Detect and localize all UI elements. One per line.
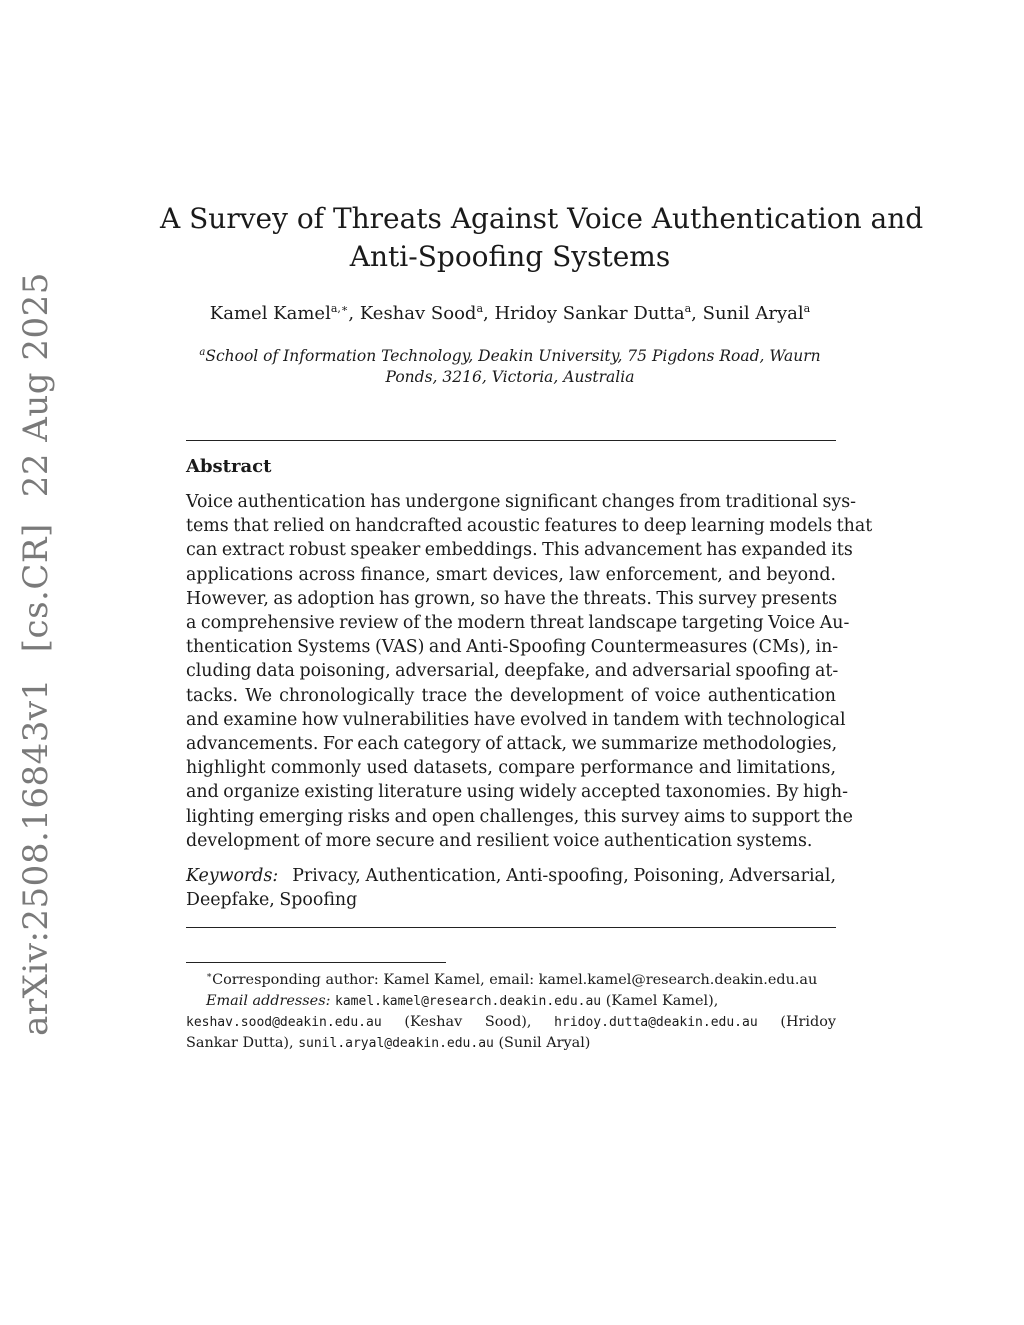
- arxiv-date: 22 Aug 2025: [16, 272, 56, 498]
- abstract-line: and organize existing literature using widely accepted taxonomies. By high-: [186, 782, 848, 803]
- email-link[interactable]: hridoy.dutta@deakin.edu.au: [554, 1014, 758, 1030]
- arxiv-identifier-stamp: [4, 272, 68, 1036]
- abstract-line: and examine how vulnerabilities have evolved in tandem with technological: [186, 709, 846, 730]
- abstract-body: [186, 490, 873, 853]
- abstract-line: advancements. For each category of attack, we summarize methodologies,: [186, 734, 838, 755]
- affiliation-line: School of Information Technology, Deakin University, 75 Pigdons Road, Waurn: [205, 347, 821, 366]
- email-link[interactable]: keshav.sood@deakin.edu.au: [186, 1014, 382, 1030]
- abstract-line: highlight commonly used datasets, compare performance and limitations,: [186, 758, 836, 779]
- abstract-line: lighting emerging risks and open challenges, this survey aims to support the: [186, 806, 853, 827]
- keywords-label: Keywords:: [186, 866, 279, 886]
- email-addresses-label: Email addresses:: [206, 992, 331, 1009]
- abstract-line: tems that relied on handcrafted acoustic features to deep learning models that: [186, 516, 873, 537]
- keywords-list: Privacy, Authentication, Anti-spoofing, Poisoning, Adversarial,: [292, 866, 836, 886]
- email-owner: (Sunil Aryal): [498, 1034, 591, 1051]
- email-owner: (Hridoy: [780, 1013, 837, 1030]
- abstract-heading: Abstract: [186, 456, 272, 477]
- arxiv-category: [cs.CR]: [16, 523, 56, 653]
- abstract-line: Voice authentication has undergone significant changes from traditional sys-: [186, 492, 857, 512]
- email-owner: Sankar Dutta),: [186, 1034, 294, 1051]
- email-link[interactable]: kamel.kamel@research.deakin.edu.au: [335, 993, 602, 1009]
- affiliation-line: Ponds, 3216, Victoria, Australia: [385, 368, 635, 387]
- paper-title: [160, 200, 924, 276]
- keywords: [186, 864, 836, 912]
- author-affiliation-marker: a: [684, 302, 692, 315]
- author-name: Hridoy Sankar Dutta: [494, 303, 685, 324]
- author-name: Sunil Aryal: [702, 303, 804, 324]
- author-affiliation-marker: a: [803, 302, 811, 315]
- title-line: A Survey of Threats Against Voice Authentication and: [160, 202, 924, 235]
- affiliation-marker: a: [199, 347, 206, 358]
- author-list: Kamel Kamel$^{a,∗}$, Keshav Sood$^a$, Hridoy Sankar Dutta$^a$, Sunil Aryal$^a$: [209, 302, 811, 324]
- author-name: Kamel Kamel: [209, 303, 331, 324]
- title-line: Anti-Spoofing Systems: [349, 240, 671, 273]
- abstract-line: tacks. We chronologically trace the development of voice authentication: [186, 685, 836, 706]
- author-affiliation-marker: a,∗: [330, 302, 349, 315]
- affiliation: [160, 342, 860, 388]
- abstract-line: thentication Systems (VAS) and Anti-Spoofing Countermeasures (CMs), in-: [186, 637, 839, 658]
- email-link[interactable]: sunil.aryal@deakin.edu.au: [298, 1035, 494, 1051]
- abstract-line: cluding data poisoning, adversarial, deepfake, and adversarial spoofing at-: [186, 661, 839, 682]
- footnote: [186, 966, 836, 1054]
- abstract-line: a comprehensive review of the modern threat landscape targeting Voice Au-: [186, 613, 850, 634]
- arxiv-id: arXiv:2508.16843v1: [16, 678, 56, 1036]
- abstract-line: However, as adoption has grown, so have the threats. This survey presents: [186, 588, 838, 609]
- abstract-top-rule: [186, 440, 836, 441]
- abstract-line: development of more secure and resilient voice authentication systems.: [186, 830, 813, 851]
- keywords-list: Deepfake, Spoofing: [186, 890, 358, 911]
- corresponding-marker: ∗: [206, 971, 213, 981]
- abstract-line: can extract robust speaker embeddings. This advancement has expanded its: [186, 540, 853, 561]
- author-name: Keshav Sood: [359, 303, 477, 324]
- footnote-rule: [186, 962, 446, 963]
- corresponding-author-note: Corresponding author: Kamel Kamel, email: kamel.kamel@research.deakin.edu.au: [212, 971, 818, 988]
- abstract-line: applications across finance, smart devices, law enforcement, and beyond.: [186, 564, 836, 585]
- email-owner: (Keshav Sood),: [404, 1013, 532, 1030]
- author-affiliation-marker: a: [476, 302, 483, 315]
- email-owner: (Kamel Kamel),: [605, 992, 719, 1009]
- abstract-bottom-rule: [186, 927, 836, 928]
